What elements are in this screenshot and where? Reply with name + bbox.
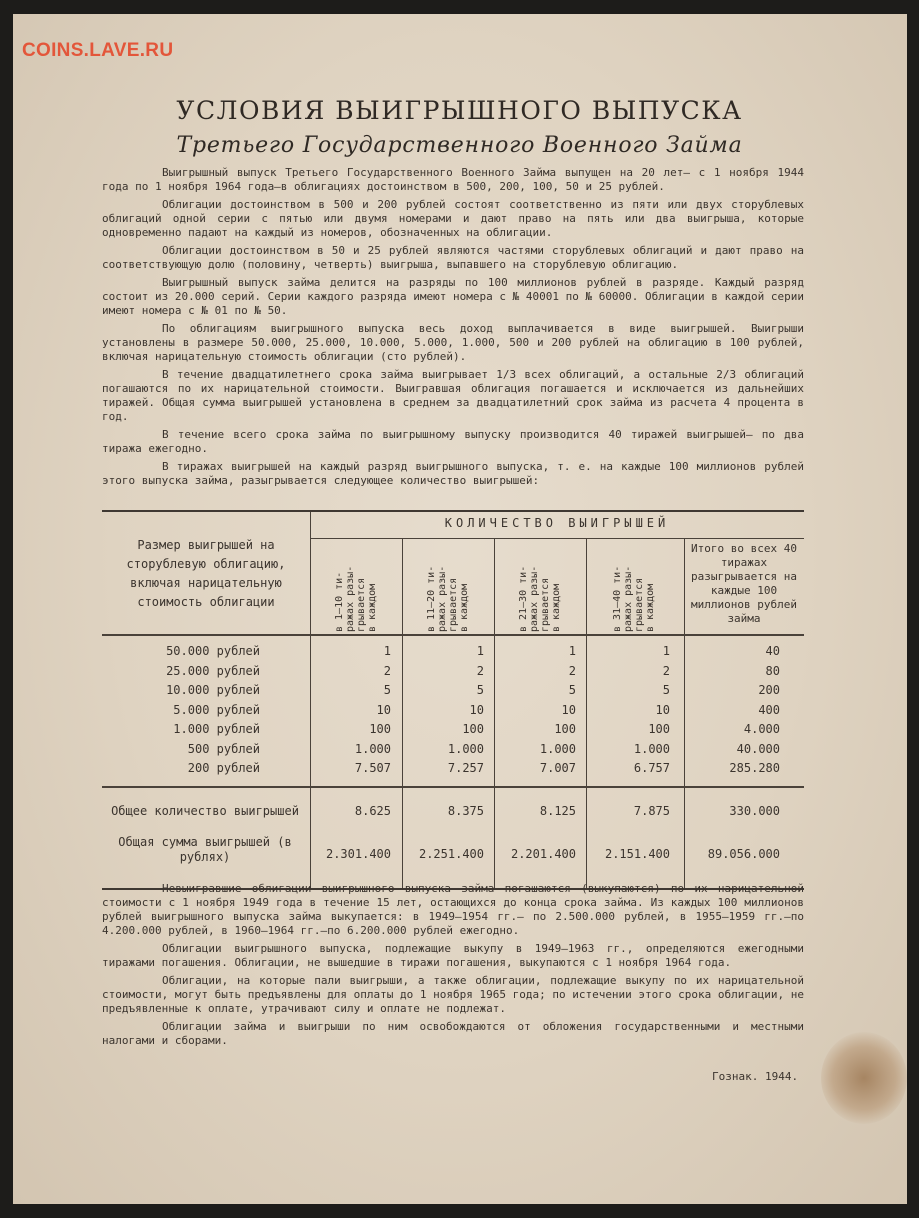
table-cell: 2.301.400 — [325, 847, 391, 861]
intro-text — [102, 166, 804, 492]
prize-size-cell: 25.000 рублей — [166, 663, 260, 678]
table-cell: 4.000 — [743, 722, 780, 736]
paragraph: Облигации выигрышного выпуска, подлежащие выкупу в 1949—1963 гг., определяются ежегодными тиражами погашения. Облигации, не вышедшие в тиражи погашения, выкупаются с 1 ноября 1964 года. — [102, 942, 804, 969]
paragraph: Выигрышный выпуск Третьего Государственного Военного Займа выпущен на 20 лет— с 1 ноября 1944 года по 1 ноября 1964 года—в облигациях достоинством в 500, 200, 100, 50 и 25 рублей. — [102, 166, 804, 193]
paragraph: Облигации займа и выигрыши по ним освобождаются от обложения государственными и местными налогами и сборами. — [102, 1020, 804, 1047]
printer-signature: Гознак. 1944. — [712, 1070, 799, 1083]
paragraph: Облигации достоинством в 50 и 25 рублей являются частями сторублевых облигаций и дают право на соответствующую долю (половину, четверть) выигрыша, выпавшего на сторублевую облигацию. — [102, 244, 804, 271]
table-cell: 5 — [568, 683, 576, 697]
table-row — [102, 701, 804, 720]
table-cell: 6.757 — [633, 761, 670, 775]
prize-size-cell: 1.000 рублей — [173, 722, 260, 736]
table-cell: 5 — [383, 683, 391, 697]
table-cell: 7.875 — [633, 804, 670, 818]
prize-size-cell: 200 рублей — [187, 761, 260, 775]
table-cell: 1 — [476, 644, 484, 658]
table-cell: 2.201.400 — [510, 847, 576, 861]
table-cell: 40 — [765, 644, 780, 658]
table-cell: 89.056.000 — [707, 847, 780, 861]
paragraph: Невыигравшие облигации выигрышного выпуска займа погашаются (выкупаются) по их нарицательной стоимости с 1 ноября 1949 года в течение 15 лет, остающихся до конца срока займа. Из каждых 100 миллионов рублей выигрышного выпуска займа выкупается: в 1949—1954 гг.— по 2.500.000 рублей, в 1955—1959 гг.—по 4.200.000 рублей, в 1960—1964 гг.—по 6.200.000 рублей ежегодно. — [102, 882, 804, 937]
prize-count-header: КОЛИЧЕСТВО ВЫИГРЫШЕЙ — [444, 516, 670, 530]
table-row — [102, 759, 804, 778]
table-cell: 2.151.400 — [604, 847, 670, 861]
table-cell: 2 — [476, 663, 484, 678]
table-row — [102, 720, 804, 739]
table-cell: 7.507 — [354, 761, 391, 775]
total-sum-label: Общая сумма выигрышей (в рублях) — [118, 835, 292, 864]
table-cell: 400 — [758, 702, 780, 717]
table-cell: 2 — [568, 663, 576, 678]
table-cell: 8.375 — [447, 804, 484, 818]
table-cell: 100 — [648, 722, 670, 736]
table-cell: 2 — [662, 663, 670, 678]
table-cell: 8.625 — [354, 804, 391, 818]
outro-text — [102, 882, 804, 1052]
table-row — [102, 662, 804, 681]
draws-21-30-header: в 21—30 ти- ражах разы- грывается в каждом — [518, 565, 562, 632]
paragraph: В течение всего срока займа по выигрышному выпуску производится 40 тиражей выигрышей— по два тиража ежегодно. — [102, 428, 804, 455]
table-cell: 1.000 — [447, 741, 484, 756]
paragraph: Облигации, на которые пали выигрыши, а также облигации, подлежащие выкупу по их нарицательной стоимости, могут быть предъявлены для оплаты до 1 ноября 1965 года; по истечении этого срока облигации, не предъявленные к оплате, утрачивают силу и оплате не подлежат. — [102, 974, 804, 1015]
table-row — [102, 681, 804, 700]
paragraph: По облигациям выигрышного выпуска весь доход выплачивается в виде выигрышей. Выигрыши установлены в размере 50.000, 25.000, 10.000, 5.000, 1.000, 500 и 200 рублей на облигацию в 100 рублей, включая нарицательную стоимость облигации (сто рублей). — [102, 322, 804, 363]
prize-size-cell: 500 рублей — [187, 741, 260, 756]
prize-size-cell: 10.000 рублей — [166, 683, 260, 697]
table-row — [102, 740, 804, 759]
table-cell: 5 — [662, 683, 670, 697]
table-cell: 7.257 — [447, 761, 484, 775]
table-cell: 285.280 — [729, 761, 780, 775]
table-cell: 7.007 — [539, 761, 576, 775]
table-cell: 40.000 — [736, 741, 780, 756]
table-cell: 200 — [758, 683, 780, 697]
table-cell: 1 — [383, 644, 391, 658]
total-count-label: Общее количество выигрышей — [111, 804, 299, 818]
table-cell: 80 — [765, 663, 780, 678]
paragraph: Облигации достоинством в 500 и 200 рублей состоят соответственно из пяти или двух сторублевых облигаций одной серии с пятью или двумя номерами и дают право на пять или два выигрыша, которые одновременно падают на каждый из номеров, обозначенных на облигации. — [102, 198, 804, 239]
table-cell: 10 — [469, 702, 484, 717]
prize-size-header: Размер выигрышей на сторублевую облигацию, включая нарицательную стоимость облигации — [126, 538, 286, 609]
table-row — [102, 642, 804, 661]
paragraph: Выигрышный выпуск займа делится на разряды по 100 миллионов рублей в разряде. Каждый разряд состоит из 20.000 серий. Серии каждого разряда имеют номера с № 40001 по № 60000. Облигации в каждой серии имеют номера с № 01 по № 50. — [102, 276, 804, 317]
document-subtitle: Третьего Государственного Военного Займа — [176, 133, 743, 158]
table-cell: 1.000 — [354, 741, 391, 756]
table-cell: 330.000 — [729, 804, 780, 818]
document-title: УСЛОВИЯ ВЫИГРЫШНОГО ВЫПУСКА — [176, 96, 743, 125]
paper-stain — [821, 1032, 907, 1124]
table-cell: 100 — [462, 722, 484, 736]
prize-size-cell: 50.000 рублей — [166, 644, 260, 658]
table-cell: 100 — [554, 722, 576, 736]
table-cell: 2.251.400 — [418, 847, 484, 861]
draws-11-20-header: в 11—20 ти- ражах разы- грывается в каждом — [426, 565, 470, 632]
total-sum-row — [102, 845, 804, 864]
prize-size-cell: 5.000 рублей — [173, 702, 260, 717]
table-cell: 1 — [568, 644, 576, 658]
draws-31-40-header: в 31—40 ти- ражах разы- грывается в каждом — [612, 565, 656, 632]
table-cell: 2 — [383, 663, 391, 678]
table-cell: 10 — [561, 702, 576, 717]
table-cell: 5 — [476, 683, 484, 697]
total-count-row — [102, 802, 804, 821]
site-watermark: COINS.LAVE.RU — [22, 40, 174, 61]
draws-1-10-header: в 1—10 ти- ражах разы- грывается в каждом — [334, 565, 378, 632]
table-cell: 1.000 — [539, 741, 576, 756]
table-cell: 10 — [655, 702, 670, 717]
table-cell: 10 — [376, 702, 391, 717]
paragraph: В течение двадцатилетнего срока займа выигрывает 1/3 всех облигаций, а остальные 2/3 облигаций погашаются по их нарицательной стоимости. Выигравшая облигация погашается и исключается из дальнейших тиражей. Общая сумма выигрышей установлена в среднем за двадцатилетний срок займа из расчета 4 процента в год. — [102, 368, 804, 423]
table-cell: 8.125 — [539, 804, 576, 818]
table-cell: 1 — [662, 644, 670, 658]
table-cell: 1.000 — [633, 741, 670, 756]
total-header: Итого во всех 40 тиражах разыгрывается на каждые 100 миллионов рублей займа — [691, 542, 797, 625]
paragraph: В тиражах выигрышей на каждый разряд выигрышного выпуска, т. е. на каждые 100 миллионов рублей этого выпуска займа, разыгрывается следующее количество выигрышей: — [102, 460, 804, 487]
prize-table — [102, 510, 804, 890]
table-cell: 100 — [369, 722, 391, 736]
